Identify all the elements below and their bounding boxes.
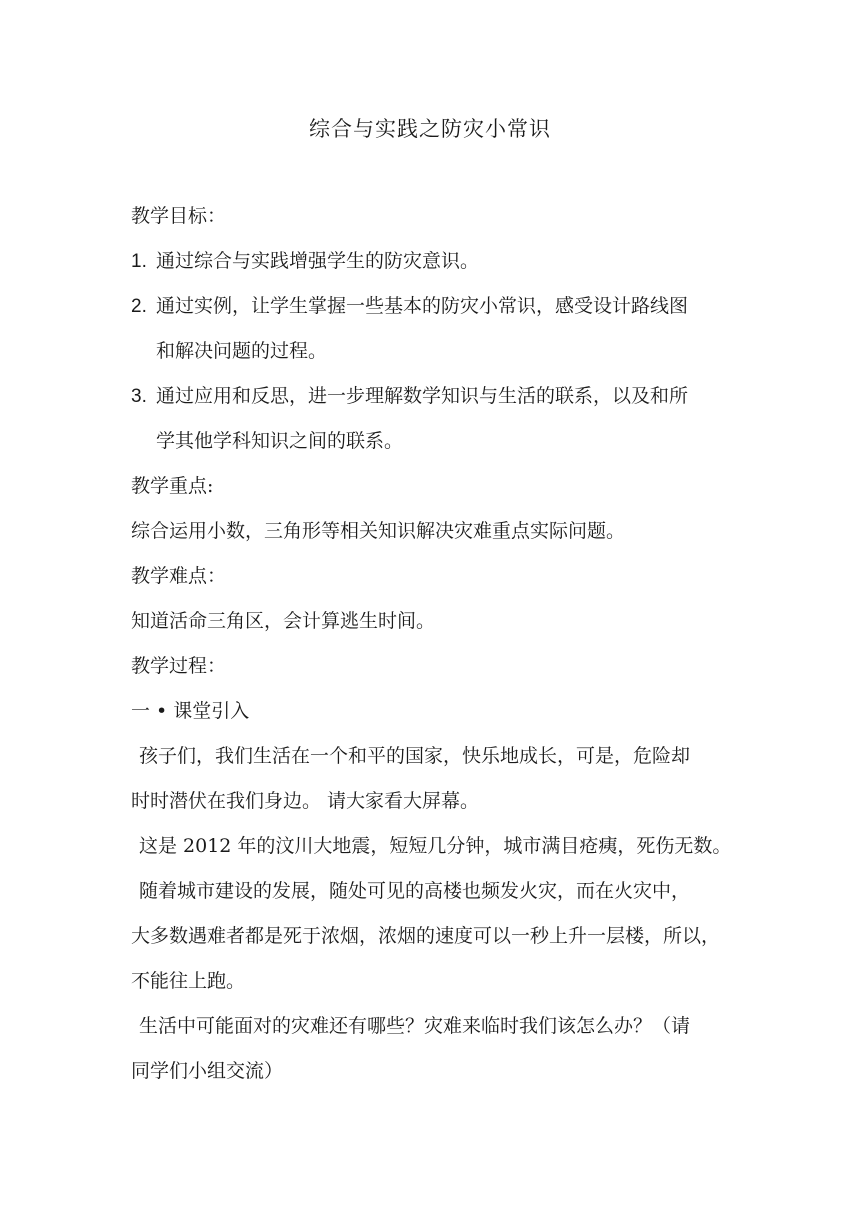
key-points-heading: 教学重点: bbox=[131, 475, 214, 497]
objective-item-3 bbox=[131, 374, 731, 419]
paragraph-line: 生活中可能面对的灾难还有哪些？灾难来临时我们该怎么办？（请 bbox=[139, 1015, 691, 1037]
objective-number: 2. bbox=[131, 296, 147, 317]
process-heading: 教学过程： bbox=[131, 655, 227, 677]
objective-item-2 bbox=[131, 284, 731, 329]
objective-text: 通过应用和反思，进一步理解数学知识与生活的联系，以及和所 bbox=[156, 385, 689, 407]
paragraph-line: 同学们小组交流） bbox=[131, 1060, 284, 1082]
paragraph-line: 大多数遇难者都是死于浓烟，浓烟的速度可以一秒上升一层楼，所以， bbox=[131, 925, 721, 947]
difficulties-heading: 教学难点： bbox=[131, 565, 227, 587]
paragraph-line: 孩子们，我们生活在一个和平的国家，快乐地成长，可是，危险却 bbox=[139, 745, 691, 767]
objective-text: 通过综合与实践增强学生的防灾意识。 bbox=[156, 250, 480, 272]
objective-item-3-continued: 学其他学科知识之间的联系。 bbox=[156, 430, 404, 452]
objectives-heading: 教学目标： bbox=[131, 205, 227, 227]
key-points-text: 综合运用小数，三角形等相关知识解决灾难重点实际问题。 bbox=[131, 520, 626, 542]
objective-text: 通过实例，让学生掌握一些基本的防灾小常识，感受设计路线图 bbox=[156, 295, 689, 317]
paragraph-line: 这是 2012 年的汶川大地震，短短几分钟，城市满目疮痍，死伤无数。 bbox=[139, 835, 731, 857]
document-title: 综合与实践之防灾小常识 bbox=[309, 117, 551, 141]
paragraph-line: 不能往上跑。 bbox=[131, 970, 246, 992]
paragraph-line: 时时潜伏在我们身边。 请大家看大屏幕。 bbox=[131, 790, 480, 812]
objective-number: 1. bbox=[131, 251, 147, 272]
section-one-heading: 一 • 课堂引入 bbox=[131, 700, 250, 722]
paragraph-line: 随着城市建设的发展，随处可见的高楼也频发火灾，而在火灾中， bbox=[139, 880, 691, 902]
objective-item-1 bbox=[131, 239, 731, 284]
objective-number: 3. bbox=[131, 386, 147, 407]
objective-item-2-continued: 和解决问题的过程。 bbox=[156, 340, 328, 362]
document-body bbox=[131, 194, 731, 1094]
difficulties-text: 知道活命三角区，会计算逃生时间。 bbox=[131, 610, 436, 632]
